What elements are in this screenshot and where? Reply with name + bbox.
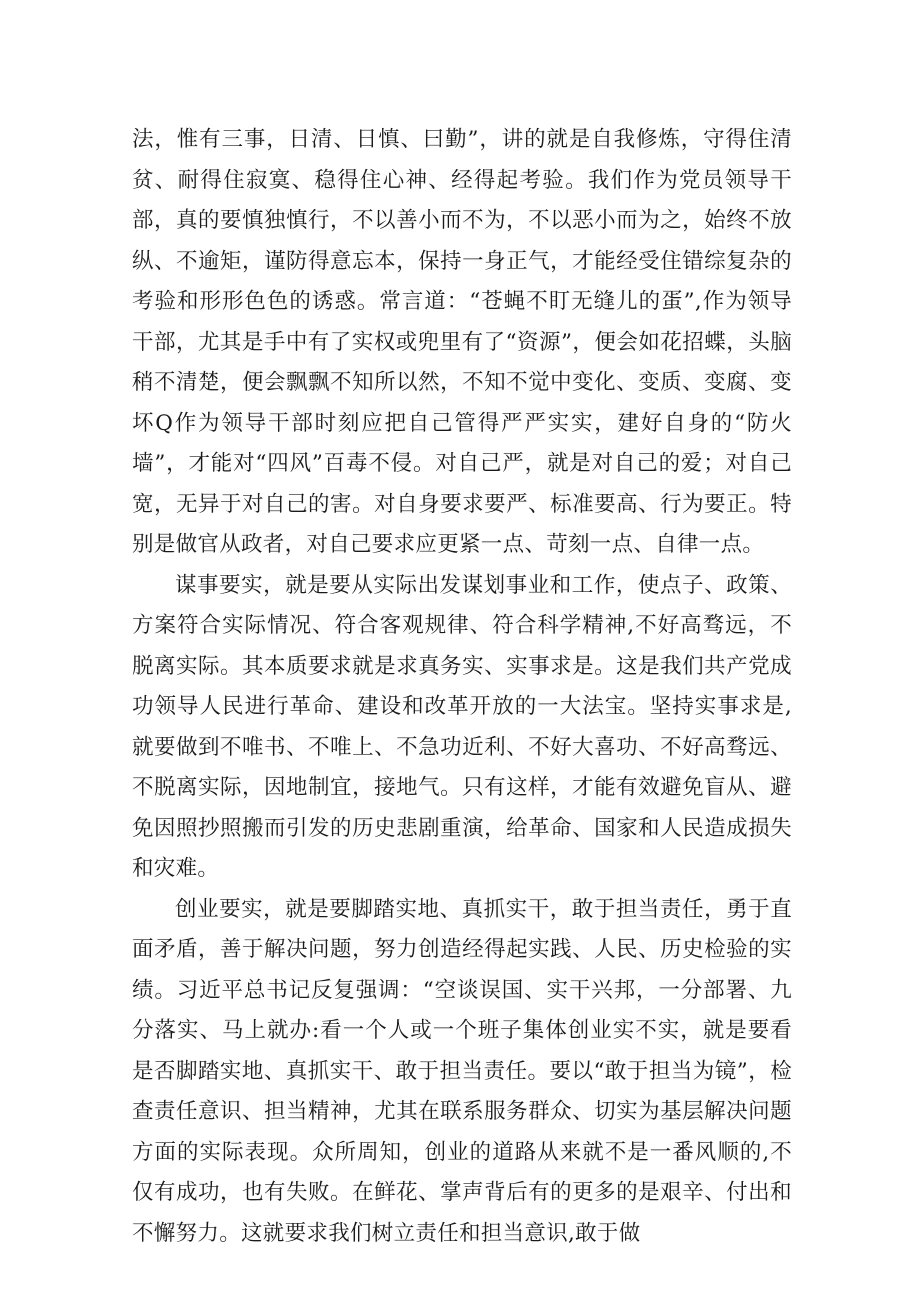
paragraph-entrepreneurship: 创业要实，就是要脚踏实地、真抓实干，敢于担当责任，勇于直面矛盾，善于解决问题，努力创造经得起实践、人民、历史检验的实绩。习近平总书记反复强调：“空谈误国、实干兴邦，一分部署、九分落实、马上就办:看一个人或一个班子集体创业实不实，就是要看是否脚踏实地、真抓实干、敢于担当责任。要以“敢于担当为镜”，检查责任意识、担当精神，尤其在联系服务群众、切实为基层解决问题方面的实际表现。众所周知，创业的道路从来就不是一番风顺的,不仅有成功，也有失败。在鲜花、掌声背后有的更多的是艰辛、付出和不懈努力。这就要求我们树立责任和担当意识,敢于做 — [132, 896, 792, 1246]
document-body — [132, 120, 792, 1254]
paragraph-planning: 谋事要实，就是要从实际出发谋划事业和工作，使点子、政策、方案符合实际情况、符合客观规律、符合科学精神,不好高骛远，不脱离实际。其本质要求就是求真务实、实事求是。这是我们共产党成功领导人民进行革命、建设和改革开放的一大法宝。坚持实事求是,就要做到不唯书、不唯上、不急功近利、不好大喜功、不好高骛远、不脱离实际，因地制宜，接地气。只有这样，才能有效避免盲从、避免因照抄照搬而引发的历史悲剧重演，给革命、国家和人民造成损失和灾难。 — [132, 572, 792, 881]
paragraph-continuation: 法，惟有三事，日清、日慎、曰勤”，讲的就是自我修炼，守得住清贫、耐得住寂寞、稳得住心神、经得起考验。我们作为党员领导干部，真的要慎独慎行，不以善小而不为，不以恶小而为之，始终不放纵、不逾矩，谨防得意忘本，保持一身正气，才能经受住错综复杂的考验和形形色色的诱惑。常言道：“苍蝇不盯无缝儿的蛋”,作为领导干部，尤其是手中有了实权或兜里有了“资源”，便会如花招蝶，头脑稍不清楚，便会飘飘不知所以然，不知不觉中变化、变质、变腐、变坏Q作为领导干部时刻应把自己管得严严实实，建好自身的“防火墙”，才能对“四风”百毒不侵。对自己严，就是对自己的爱；对自己宽，无异于对自己的害。对自身要求要严、标准要高、行为要正。特别是做官从政者，对自己要求应更紧一点、苛刻一点、自律一点。 — [132, 127, 792, 557]
